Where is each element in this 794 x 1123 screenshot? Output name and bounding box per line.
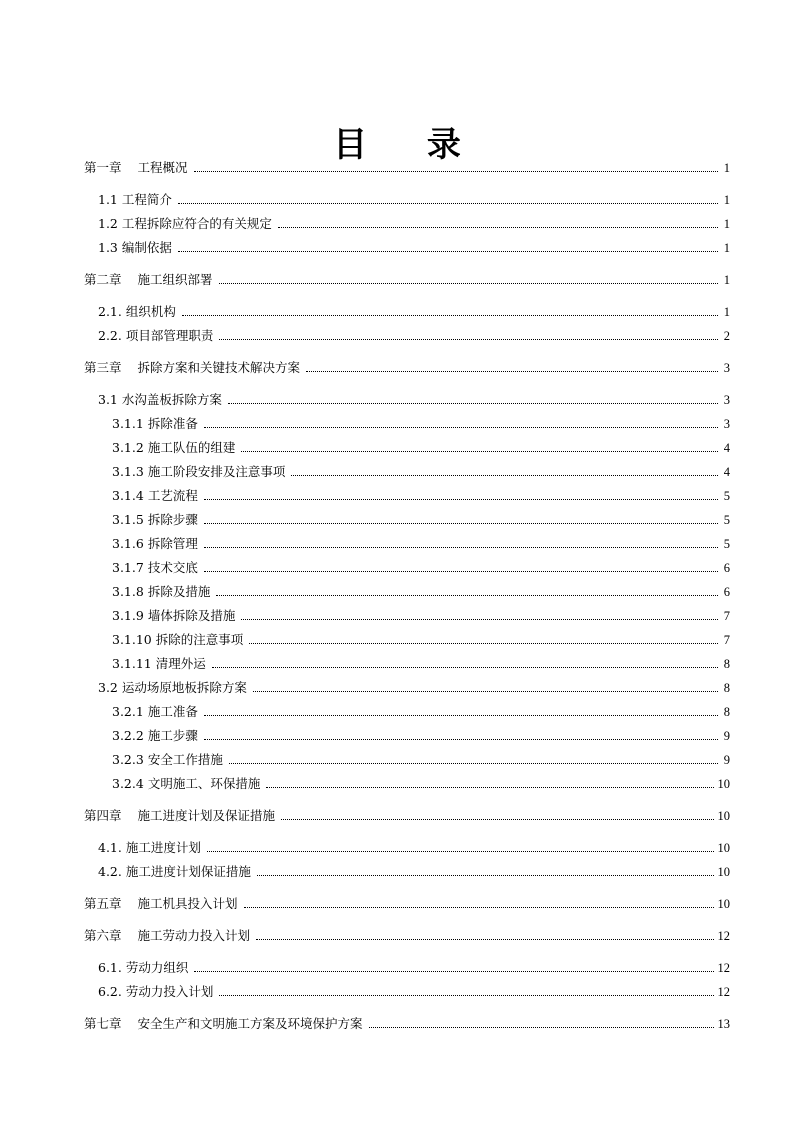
toc-dot-leader [178,203,718,204]
toc-entry-page: 4 [723,465,730,479]
toc-entry-page: 2 [723,329,730,343]
toc-dot-leader [249,643,718,644]
toc-entry-number: 3.2.2 [112,728,144,743]
toc-entry-page: 7 [723,633,730,647]
toc-entry-number: 第六章 [84,928,122,943]
toc-entry-number: 第七章 [84,1016,122,1031]
toc-dot-leader [207,851,714,852]
toc-entry-text: 施工准备 [147,704,198,719]
toc-entry-text: 工程拆除应符合的有关规定 [121,216,272,231]
toc-entry-number: 6.1. [98,960,122,975]
toc-entry-section[interactable] [98,838,730,856]
toc-entry-page: 12 [717,929,730,943]
toc-entry-number: 4.2. [98,864,122,879]
toc-entry-text: 施工进度计划及保证措施 [137,808,276,823]
toc-entry-subsection[interactable] [112,438,730,456]
toc-entry-number: 3.1.5 [112,512,144,527]
toc-entry-subsection[interactable] [112,654,730,672]
toc-entry-page: 10 [717,865,730,879]
toc-entry-page: 10 [717,809,730,823]
toc-entry-page: 9 [723,729,730,743]
toc-entry-chapter[interactable] [84,358,730,376]
toc-entry-page: 9 [723,753,730,767]
toc-entry-number: 第四章 [84,808,122,823]
toc-dot-leader [182,315,718,316]
toc-entry-number: 3.2.3 [112,752,144,767]
toc-dot-leader [278,227,718,228]
toc-entry-number: 3.1.8 [112,584,144,599]
toc-entry-number: 第三章 [84,360,122,375]
toc-entry-number: 1.1 [98,192,118,207]
toc-entry-text: 施工进度计划 [125,840,201,855]
toc-entry-text: 劳动力组织 [125,960,189,975]
toc-entry-number: 1.2 [98,216,118,231]
toc-dot-leader [219,283,718,284]
page-title: 目 录 [333,124,485,165]
toc-entry-page: 12 [717,985,730,999]
toc-entry-chapter[interactable] [84,894,730,912]
toc-entry-section[interactable] [98,238,730,256]
toc-entry-number: 2.1. [98,304,122,319]
toc-dot-leader [219,339,718,340]
toc-entry-text: 工程简介 [121,192,172,207]
toc-entry-text: 劳动力投入计划 [125,984,214,999]
toc-entry-number: 3.1 [98,392,118,407]
toc-dot-leader [204,571,718,572]
toc-entry-page: 3 [723,417,730,431]
toc-entry-text: 拆除准备 [147,416,198,431]
toc-dot-leader [281,819,713,820]
toc-entry-text: 墙体拆除及措施 [147,608,236,623]
toc-entry-number: 3.1.7 [112,560,144,575]
toc-entry-page: 1 [723,273,730,287]
toc-entry-text: 运动场原地板拆除方案 [121,680,247,695]
toc-entry-page: 8 [723,705,730,719]
toc-entry-text: 施工机具投入计划 [137,896,238,911]
toc-dot-leader [266,787,713,788]
toc-dot-leader [257,875,714,876]
toc-entry-text: 施工劳动力投入计划 [137,928,251,943]
toc-entry-subsection[interactable] [112,630,730,648]
toc-entry-subsection[interactable] [112,702,730,720]
toc-entry-text: 工艺流程 [147,488,198,503]
toc-dot-leader [229,763,718,764]
toc-entry-number: 3.1.6 [112,536,144,551]
toc-entry-subsection[interactable] [112,726,730,744]
toc-dot-leader [241,619,718,620]
toc-entry-page: 1 [723,241,730,255]
toc-entry-page: 1 [723,305,730,319]
toc-entry-section[interactable] [98,190,730,208]
toc-entry-number: 6.2. [98,984,122,999]
toc-entry-text: 工程概况 [137,160,188,175]
toc-entry-section[interactable] [98,326,730,344]
toc-entry-number: 3.1.9 [112,608,144,623]
toc-entry-subsection[interactable] [112,558,730,576]
toc-entry-number: 3.1.3 [112,464,144,479]
toc-entry-text: 技术交底 [147,560,198,575]
toc-entry-page: 7 [723,609,730,623]
toc-entry-text: 拆除及措施 [147,584,211,599]
toc-entry-subsection[interactable] [112,750,730,768]
toc-entry-page: 5 [723,513,730,527]
toc-entry-subsection[interactable] [112,486,730,504]
toc-entry-text: 清理外运 [155,656,206,671]
toc-entry-number: 3.2.4 [112,776,144,791]
toc-entry-chapter[interactable] [84,270,730,288]
toc-entry-page: 10 [717,897,730,911]
toc-entry-number: 第一章 [84,160,122,175]
toc-entry-section[interactable] [98,678,730,696]
toc-entry-text: 拆除管理 [147,536,198,551]
toc-dot-leader [204,499,718,500]
toc-entry-number: 3.1.10 [112,632,152,647]
toc-entry-subsection[interactable] [112,534,730,552]
toc-dot-leader [194,171,718,172]
toc-dot-leader [204,715,718,716]
toc-entry-number: 3.1.1 [112,416,144,431]
toc-entry-number: 3.1.4 [112,488,144,503]
toc-entry-text: 安全工作措施 [147,752,223,767]
toc-entry-page: 4 [723,441,730,455]
toc-entry-subsection[interactable] [112,462,730,480]
toc-entry-subsection[interactable] [112,606,730,624]
toc-entry-section[interactable] [98,302,730,320]
toc-entry-text: 文明施工、环保措施 [147,776,261,791]
toc-entry-page: 8 [723,657,730,671]
toc-entry-text: 组织机构 [125,304,176,319]
toc-entry-page: 6 [723,585,730,599]
toc-entry-subsection[interactable] [112,510,730,528]
toc-entry-text: 项目部管理职责 [125,328,214,343]
toc-entry-page: 6 [723,561,730,575]
toc-entry-page: 13 [717,1017,730,1031]
toc-entry-number: 第五章 [84,896,122,911]
toc-entry-text: 施工组织部署 [137,272,213,287]
toc-dot-leader [204,547,718,548]
toc-entry-text: 拆除方案和关键技术解决方案 [137,360,301,375]
toc-entry-page: 5 [723,489,730,503]
toc-entry-page: 1 [723,193,730,207]
toc-entry-subsection[interactable] [112,582,730,600]
toc-entry-page: 1 [723,217,730,231]
toc-entry-page: 8 [723,681,730,695]
toc-entry-text: 安全生产和文明施工方案及环境保护方案 [137,1016,363,1031]
toc-dot-leader [204,523,718,524]
toc-entry-text: 施工进度计划保证措施 [125,864,251,879]
toc-entry-page: 10 [717,841,730,855]
toc-entry-number: 1.3 [98,240,118,255]
toc-dot-leader [178,251,718,252]
toc-entry-number: 3.1.11 [112,656,152,671]
toc-dot-leader [228,403,718,404]
toc-entry-chapter[interactable] [84,158,730,176]
toc-entry-text: 施工队伍的组建 [147,440,236,455]
toc-dot-leader [216,595,718,596]
toc-entry-chapter[interactable] [84,806,730,824]
toc-entry-page: 10 [717,777,730,791]
toc-entry-section[interactable] [98,958,730,976]
toc-dot-leader [241,451,718,452]
toc-dot-leader [253,691,718,692]
toc-entry-subsection[interactable] [112,414,730,432]
toc-entry-page: 1 [723,161,730,175]
toc-dot-leader [204,739,718,740]
toc-entry-page: 5 [723,537,730,551]
toc-entry-section[interactable] [98,214,730,232]
toc-entry-section[interactable] [98,862,730,880]
toc-entry-page: 3 [723,393,730,407]
toc-dot-leader [256,939,713,940]
toc-dot-leader [194,971,713,972]
toc-dot-leader [219,995,713,996]
toc-entry-text: 编制依据 [121,240,172,255]
toc-dot-leader [244,907,714,908]
toc-entry-text: 施工阶段安排及注意事项 [147,464,286,479]
toc-entry-section[interactable] [98,390,730,408]
toc-dot-leader [306,371,718,372]
toc-dot-leader [212,667,718,668]
toc-entry-text: 拆除的注意事项 [155,632,244,647]
toc-entry-chapter[interactable] [84,1014,730,1032]
toc-entry-number: 4.1. [98,840,122,855]
toc-dot-leader [369,1027,714,1028]
toc-entry-number: 3.1.2 [112,440,144,455]
toc-entry-text: 拆除步骤 [147,512,198,527]
toc-entry-number: 3.2.1 [112,704,144,719]
toc-entry-page: 3 [723,361,730,375]
toc-dot-leader [204,427,718,428]
toc-entry-number: 2.2. [98,328,122,343]
toc-entry-page: 12 [717,961,730,975]
toc-entry-section[interactable] [98,982,730,1000]
toc-dot-leader [291,475,718,476]
toc-entry-text: 施工步骤 [147,728,198,743]
toc-entry-number: 3.2 [98,680,118,695]
toc-entry-chapter[interactable] [84,926,730,944]
toc-entry-subsection[interactable] [112,774,730,792]
toc-entry-text: 水沟盖板拆除方案 [121,392,222,407]
toc-entry-number: 第二章 [84,272,122,287]
